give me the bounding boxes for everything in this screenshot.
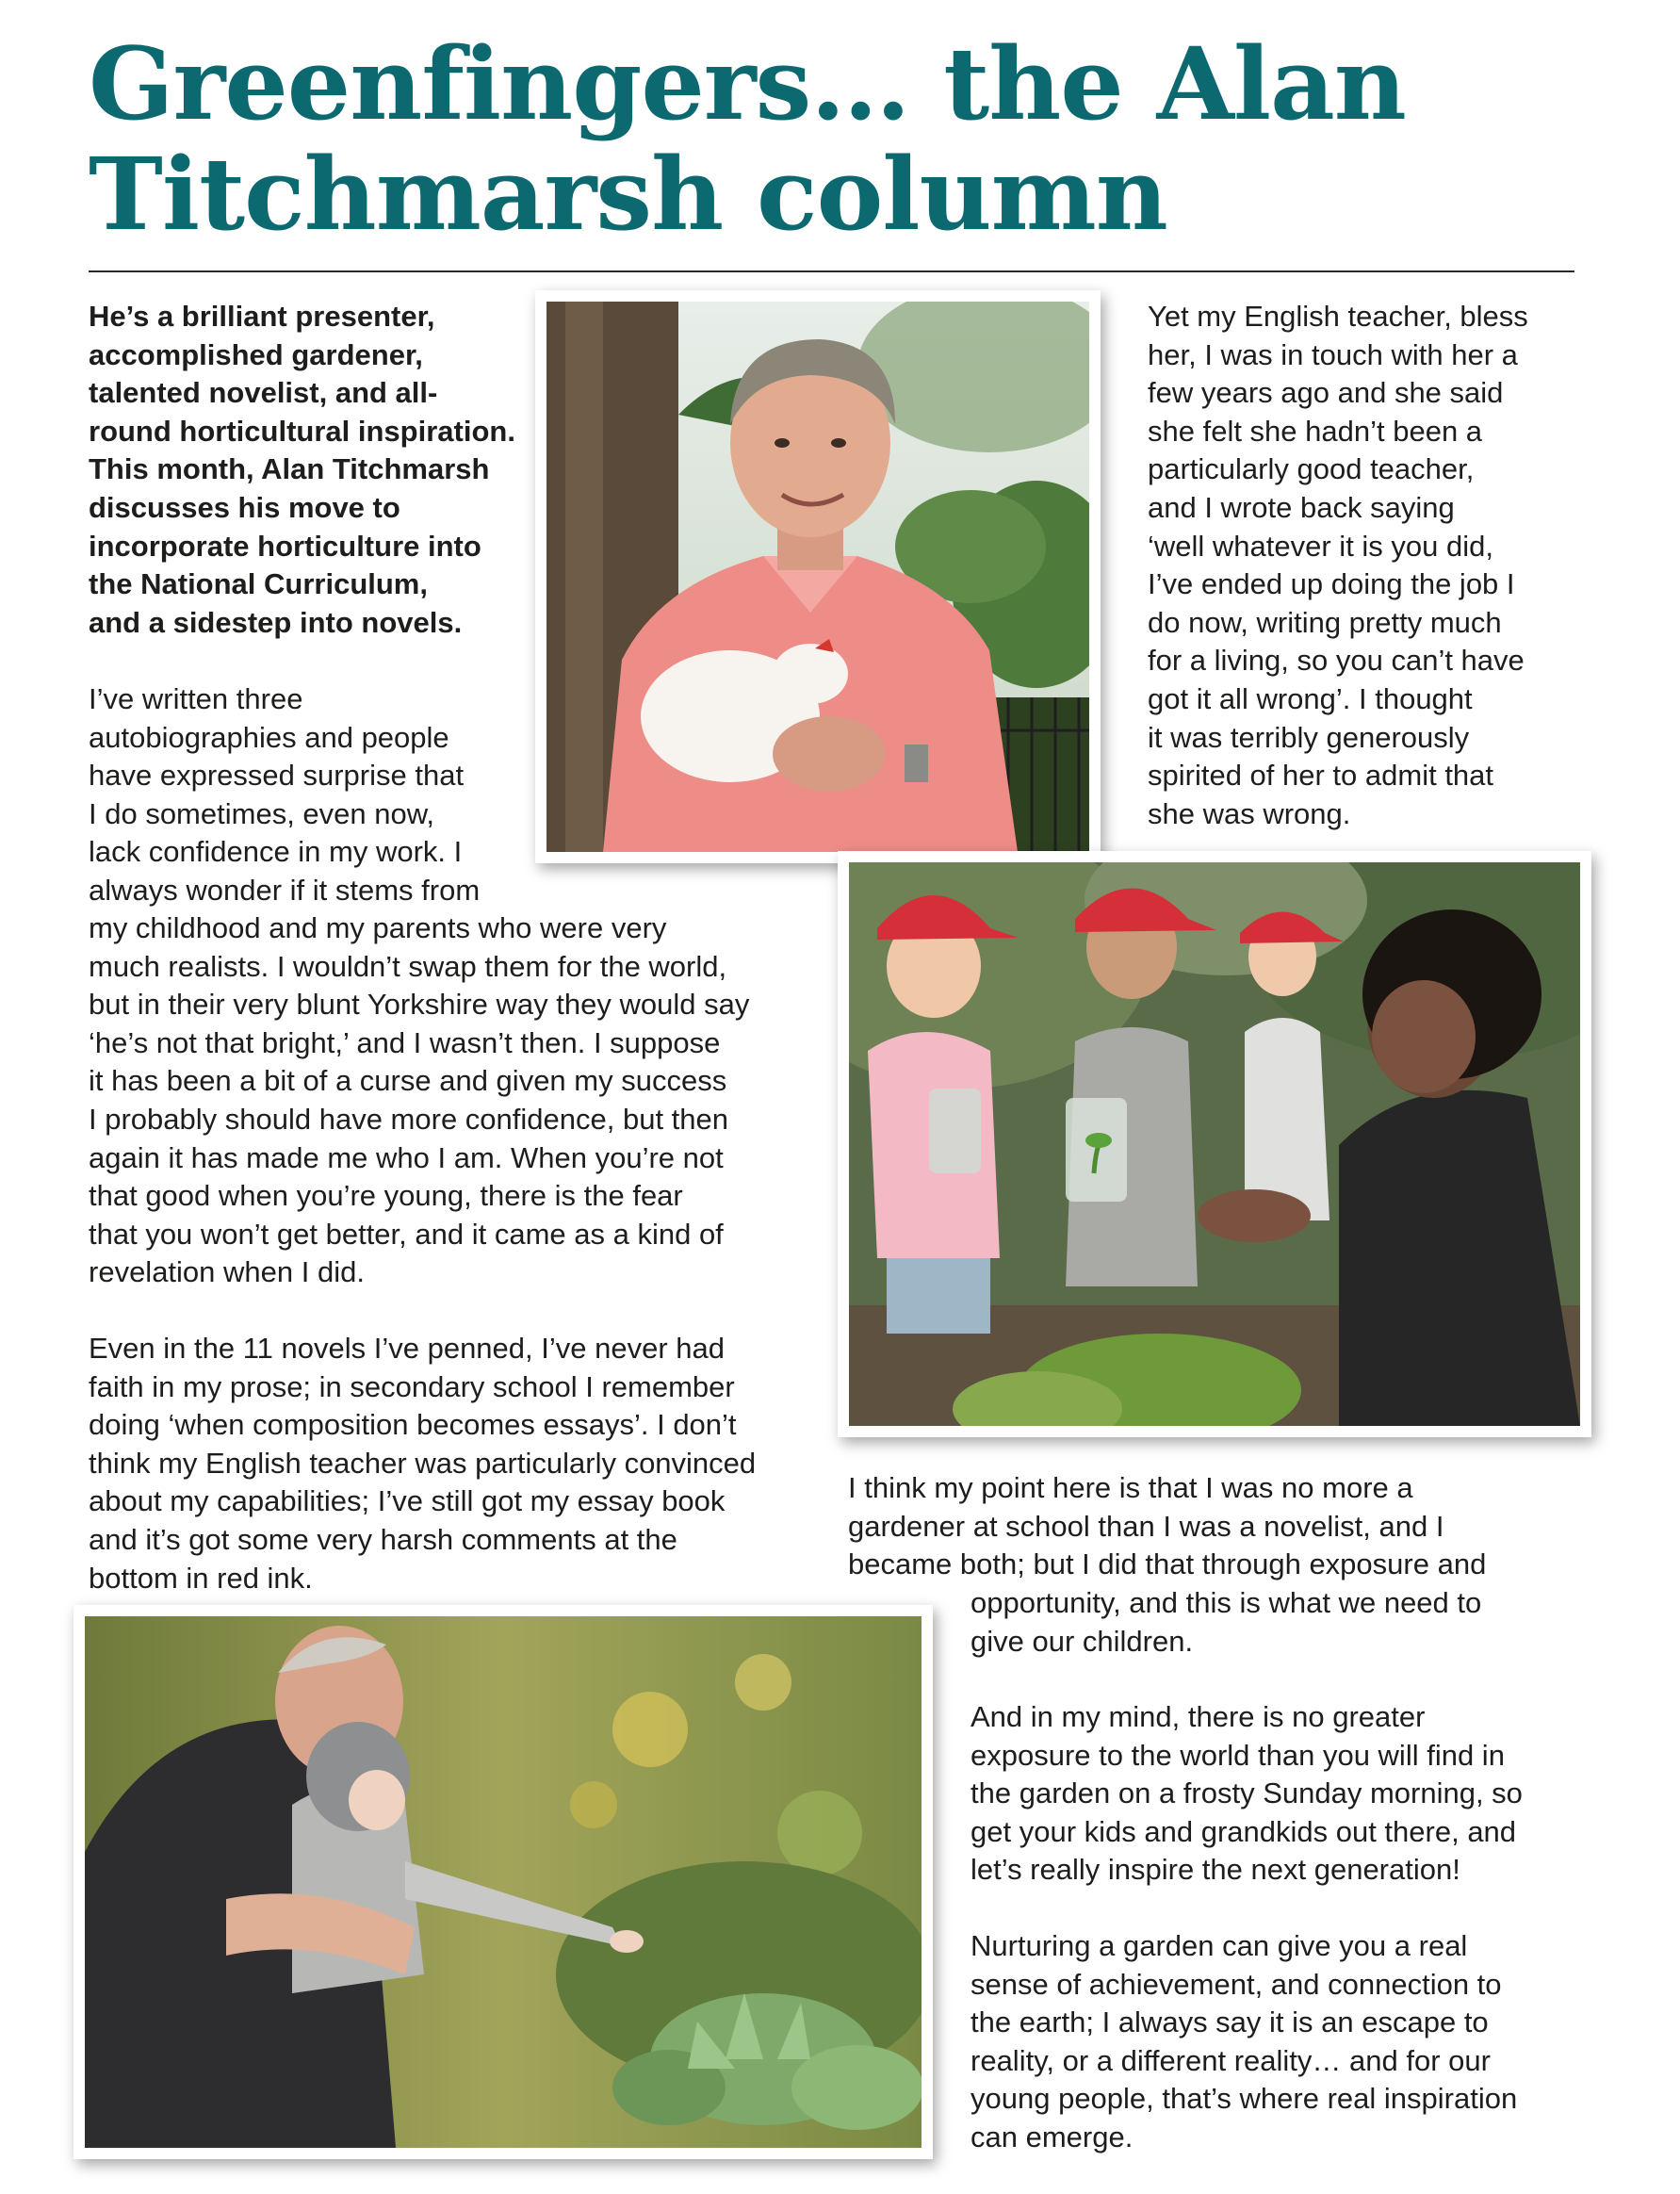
article-title: Greenfingers… the Alan Titchmarsh column: [89, 25, 1406, 253]
article-intro: He’s a brilliant presenter, accomplished gardener, talented novelist, and all- round horticultural inspiration. This month, Alan Titchmarsh discusses his move to incorporate horticulture into the National Curriculum, and a sidestep into novels.: [89, 300, 515, 639]
body-paragraph-4-wide: I think my point here is that I was no more a gardener at school than I was a novelist, and I became both; but I did that through exposure and: [848, 1471, 1487, 1581]
body-paragraph-5: And in my mind, there is no greater exposure to the world than you will find in the garden on a frosty Sunday morning, so get your kids and grandkids out there, and let’s really inspire the next generation!: [970, 1700, 1523, 1887]
alan-portrait-photo: [535, 290, 1101, 863]
body-paragraph-3: Yet my English teacher, bless her, I was in touch with her a few years ago and she said she felt she hadn’t been a particularly good teacher, and I wrote back saying ‘well whatever it is you did, I’ve ended up doing the job I do now, writing pretty much for a living, so you can’t have got it all wrong’. I thought it was terribly generously spirited of her to admit that she was wrong.: [1148, 300, 1528, 830]
grandfather-baby-photo: [73, 1605, 933, 2159]
children-jars-photo: [838, 851, 1591, 1437]
title-divider: [89, 270, 1574, 272]
body-paragraph-2: Even in the 11 novels I’ve penned, I’ve never had faith in my prose; in secondary school I remember doing ‘when composition becomes essays’. I don’t think my English teacher was particularly convinced about my capabilities; I’ve still got my essay book and it’s got some very harsh comments at the bottom in red ink.: [89, 1332, 757, 1595]
body-paragraph-1-narrow: I’ve written three autobiographies and people have expressed surprise that I do sometimes, even now, lack confidence in my work. I always wonder if it stems from: [89, 682, 481, 907]
body-paragraph-4-narrow: opportunity, and this is what we need to give our children.: [970, 1586, 1482, 1658]
body-paragraph-1-wide: my childhood and my parents who were very much realists. I wouldn’t swap them for the world, but in their very blunt Yorkshire way they would say ‘he’s not that bright,’ and I wasn’t then. I suppose it has been a bit of a curse and given my success I probably should have more confidence, but then again it has made me who I am. When you’re not that good when you’re young, there is the fear that you won’t get better, and it came as a kind of revelation when I did.: [89, 911, 750, 1289]
body-paragraph-6: Nurturing a garden can give you a real sense of achievement, and connection to the earth; I always say it is an escape to reality, or a different reality… and for our young people, that’s where real inspiration can emerge.: [970, 1929, 1518, 2153]
